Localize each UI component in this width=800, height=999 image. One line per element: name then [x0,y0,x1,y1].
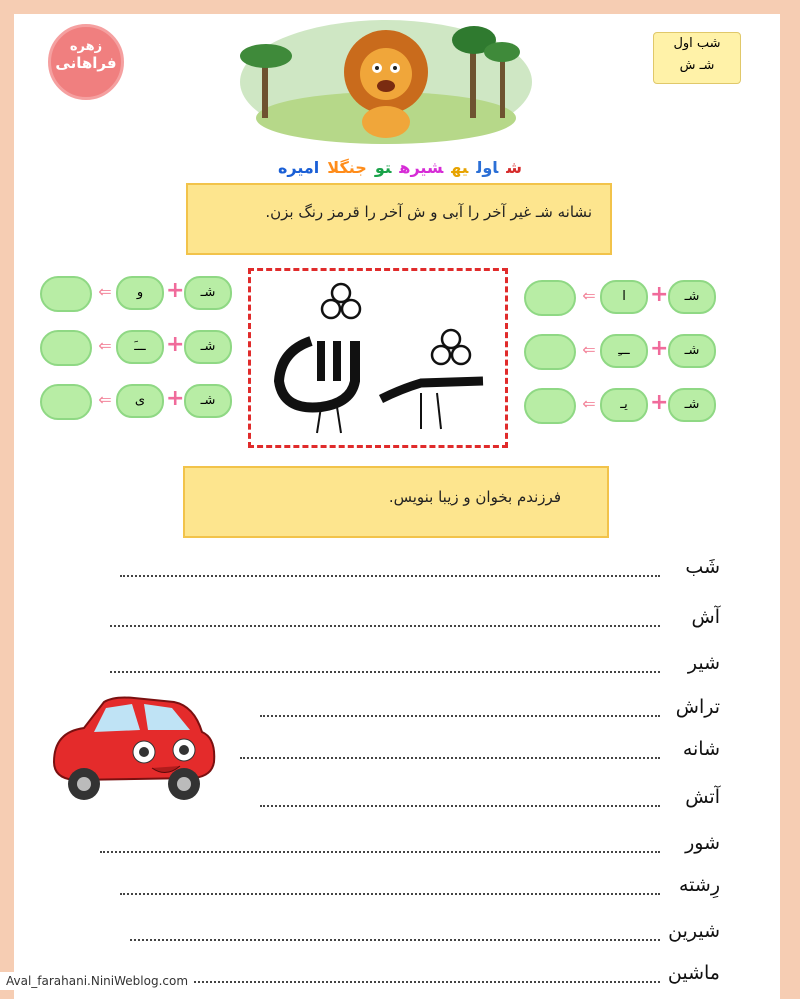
practice-word: رِشته [678,874,720,896]
logo-line1: زهره [69,39,103,54]
writing-line [100,652,720,680]
title-word: امیره [277,158,320,177]
dotted-writing-line[interactable] [260,701,660,717]
practice-word: شَب [685,556,720,578]
title-word: جنگلا [327,158,367,177]
arrow-icon: ⇐ [98,336,112,355]
scroll-line2: شـ ش [679,58,715,73]
title-word: شیره [399,158,444,177]
vowel-cloud: ـــَ [116,330,164,364]
letter-cloud: شـ [668,280,716,314]
plus-icon: + [166,278,185,303]
writing-line [100,606,720,634]
poem-title [200,158,600,177]
shin-character-frame [248,268,508,448]
writing-line [100,832,720,860]
plus-icon: + [650,390,669,415]
writing-line [100,556,720,584]
arrow-icon: ⇐ [98,282,112,301]
title-word: تو [374,158,392,177]
footer-url: Aval_farahani.NiniWeblog.com [0,972,194,990]
letter-cloud: شـ [668,334,716,368]
letter-cloud: شـ [184,330,232,364]
scroll-line1: شب اول [673,36,721,51]
dotted-writing-line[interactable] [110,657,660,673]
title-word: یه [451,158,469,177]
answer-cloud [40,276,92,312]
practice-word: ماشین [667,962,720,984]
plus-icon: + [166,386,185,411]
coloring-instruction-box [186,183,612,255]
letter-cloud: شـ [184,384,232,418]
vowel-cloud: ا [600,280,648,314]
answer-cloud [40,330,92,366]
dotted-writing-line[interactable] [130,925,660,941]
dotted-writing-line[interactable] [240,743,660,759]
vowel-cloud: ی [116,384,164,418]
writing-line [100,920,720,948]
practice-word: آش [691,606,720,628]
right-border [780,0,800,999]
dotted-writing-line[interactable] [120,561,660,577]
practice-word: شیرین [668,920,720,942]
coloring-instruction: نشانه شـ غیر آخر را آبی و ش آخر را قرمز رنگ بزن. [265,203,592,221]
car-illustration [44,692,220,804]
dotted-writing-line[interactable] [110,611,660,627]
letter-cloud: شـ [668,388,716,422]
dotted-writing-line[interactable] [130,967,660,983]
writing-line [100,874,720,902]
plus-icon: + [650,336,669,361]
lion-illustration [238,18,534,146]
answer-cloud [524,388,576,424]
letter-cloud: شـ [184,276,232,310]
practice-word: شانه [682,738,720,760]
answer-cloud [524,280,576,316]
title-word: ش [506,158,523,177]
practice-word: شور [685,832,720,854]
plus-icon: + [650,282,669,307]
plus-icon: + [166,332,185,357]
arrow-icon: ⇐ [582,286,596,305]
shin-characters-illustration [251,271,505,445]
arrow-icon: ⇐ [582,340,596,359]
logo-line2: فراهانی [55,54,117,72]
author-logo [48,24,124,100]
title-word: اول [476,158,499,177]
arrow-icon: ⇐ [582,394,596,413]
answer-cloud [524,334,576,370]
vowel-cloud: و [116,276,164,310]
answer-cloud [40,384,92,420]
arrow-icon: ⇐ [98,390,112,409]
dotted-writing-line[interactable] [260,791,660,807]
practice-word: آتش [685,786,720,808]
practice-word: شیر [687,652,720,674]
practice-word: تراش [675,696,720,718]
vowel-cloud: یـ [600,388,648,422]
vowel-cloud: ـــِ [600,334,648,368]
writing-instruction: فرزندم بخوان و زیبا بنویس. [388,488,561,506]
dotted-writing-line[interactable] [100,837,660,853]
writing-instruction-box [183,466,609,538]
lesson-scroll [653,32,741,84]
dotted-writing-line[interactable] [120,879,660,895]
